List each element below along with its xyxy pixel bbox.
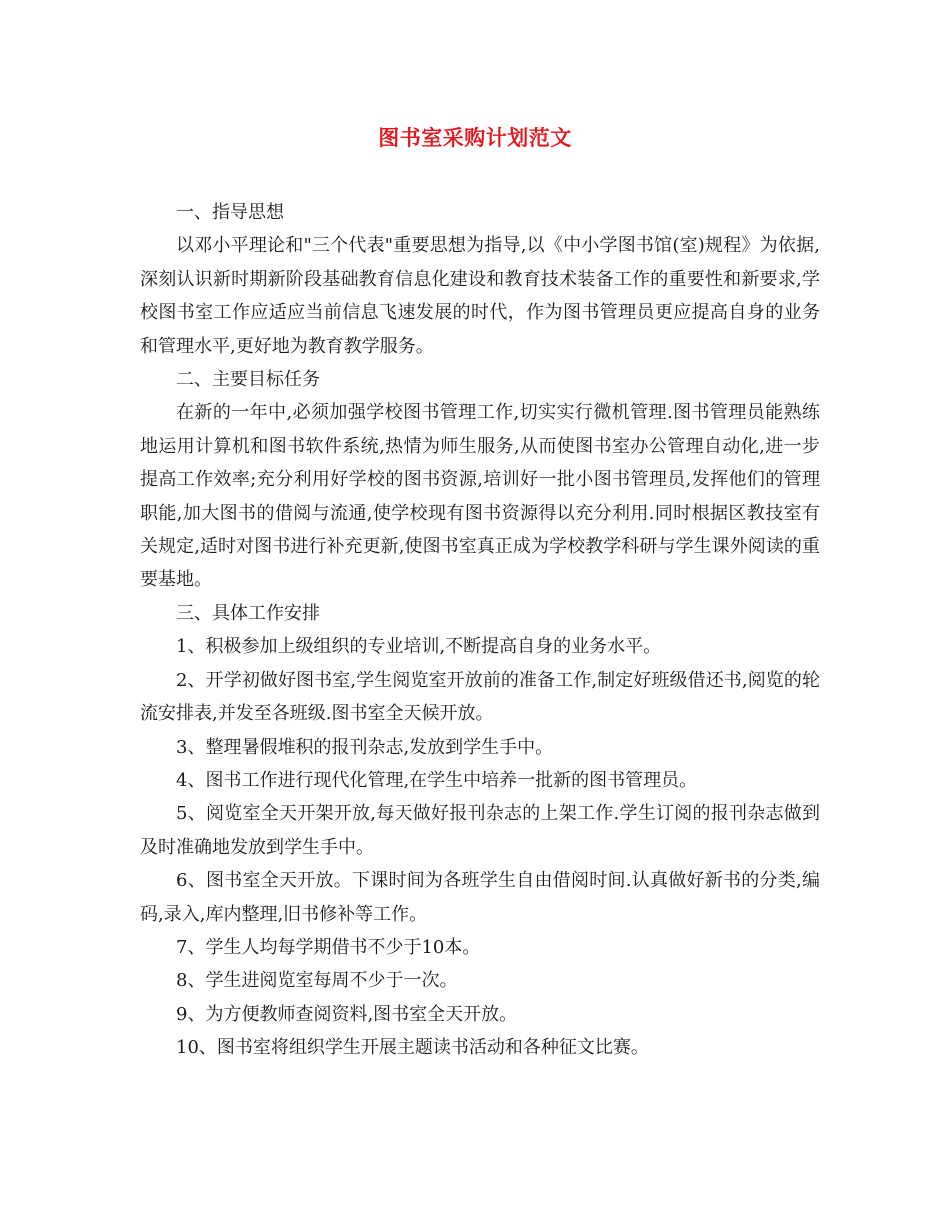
list-item: 3、整理暑假堆积的报刊杂志,发放到学生手中。 xyxy=(176,736,554,758)
list-item: 6、图书室全天开放。下课时间为各班学生自由借阅时间.认真做好新书的分类,编码,录入,库内整理,旧书修补等工作。 xyxy=(140,870,820,925)
section-heading-work-arrangement: 三、具体工作安排 xyxy=(176,602,320,624)
list-item: 10、图书室将组织学生开展主题读书活动和各种征文比赛。 xyxy=(176,1037,649,1059)
section-heading-main-goals: 二、主要目标任务 xyxy=(176,369,320,391)
document-title: 图书室采购计划范文 xyxy=(378,125,572,150)
list-item: 7、学生人均每学期借书不少于10本。 xyxy=(176,936,481,958)
paragraph-main-goals: 在新的一年中,必须加强学校图书管理工作,切实实行微机管理.图书管理员能熟练地运用计算机和图书软件系统,热情为师生服务,从而使图书室办公管理自动化,进一步提高工作效率;充分利用好学校的图书资源,培训好一批小图书管理员,发挥他们的管理职能,加大图书的借阅与流通,使学校现有图书资源得以充分利用.同时根据区教技室有关规定,适时对图书进行补充更新,使图书室真正成为学校教学科研与学生课外阅读的重要基地。 xyxy=(140,402,820,591)
list-item: 8、学生进阅览室每周不少于一次。 xyxy=(176,970,458,992)
list-item: 1、积极参加上级组织的专业培训,不断提高自身的业务水平。 xyxy=(176,636,662,658)
list-item: 5、阅览室全天开架开放,每天做好报刊杂志的上架工作.学生订阅的报刊杂志做到及时准确地发放到学生手中。 xyxy=(140,803,820,858)
section-heading-guiding-ideology: 一、指导思想 xyxy=(176,202,284,223)
list-item: 2、开学初做好图书室,学生阅览室开放前的准备工作,制定好班级借还书,阅览的轮流安排表,并发至各班级.图书室全天候开放。 xyxy=(140,669,820,725)
document-body xyxy=(140,196,820,1065)
paragraph-guiding-ideology: 以邓小平理论和"三个代表"重要思想为指导,以《中小学图书馆(室)规程》为依据,深刻认识新时期新阶段基础教育信息化建设和教育技术装备工作的重要性和新要求,学校图书室工作应适应当前信息飞速发展的时代，作为图书管理员更应提高自身的业务和管理水平,更好地为教育教学服务。 xyxy=(140,235,820,357)
list-item: 4、图书工作进行现代化管理,在学生中培养一批新的图书管理员。 xyxy=(176,769,698,791)
list-item: 9、为方便教师查阅资料,图书室全天开放。 xyxy=(176,1003,518,1025)
